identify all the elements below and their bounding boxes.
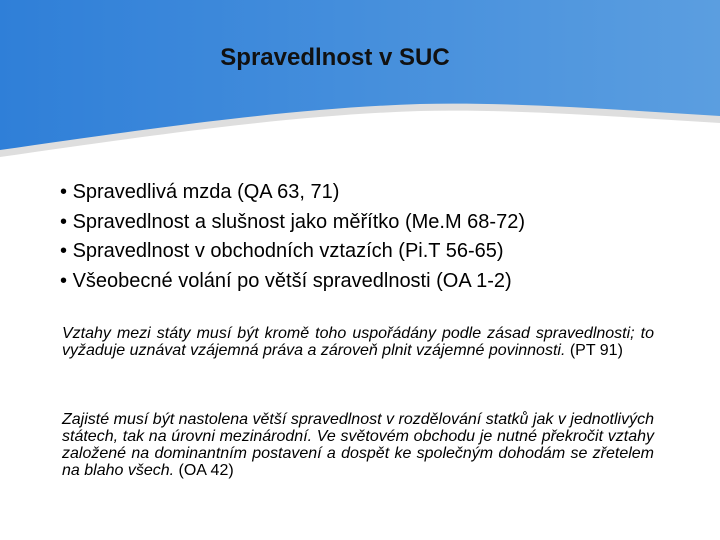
bullet-item: • Spravedlivá mzda (QA 63, 71) — [60, 178, 525, 208]
quote-source: (OA 42) — [178, 462, 234, 479]
quote-text: Zajisté musí být nastolena větší spravedlnost v rozdělování statků jak v jednotlivých státech, tak na úrovni mezinárodní. Ve světovém obchodu je nutné překročit vztahy založené na dominantním postavení a dospět ke společným dohodám se zřetelem na blaho všech. — [62, 411, 654, 479]
bullet-item: • Všeobecné volání po větší spravedlnosti (OA 1-2) — [60, 267, 525, 297]
bullet-item: • Spravedlnost v obchodních vztazích (Pi.T 56-65) — [60, 237, 525, 267]
header-wave-shape — [0, 0, 720, 160]
slide-title: Spravedlnost v SUC — [220, 44, 450, 71]
header-band — [0, 0, 720, 160]
quote-block — [62, 411, 654, 479]
quote-text: Vztahy mezi státy musí být kromě toho uspořádány podle zásad spravedlnosti; to vyžaduje uznávat vzájemná práva a zároveň plnit vzájemné povinnosti. — [62, 325, 654, 359]
bullet-item: • Spravedlnost a slušnost jako měřítko (Me.M 68-72) — [60, 208, 525, 238]
bullet-list — [60, 178, 525, 296]
quote-source: (PT 91) — [569, 342, 623, 359]
quote-block — [62, 325, 654, 359]
